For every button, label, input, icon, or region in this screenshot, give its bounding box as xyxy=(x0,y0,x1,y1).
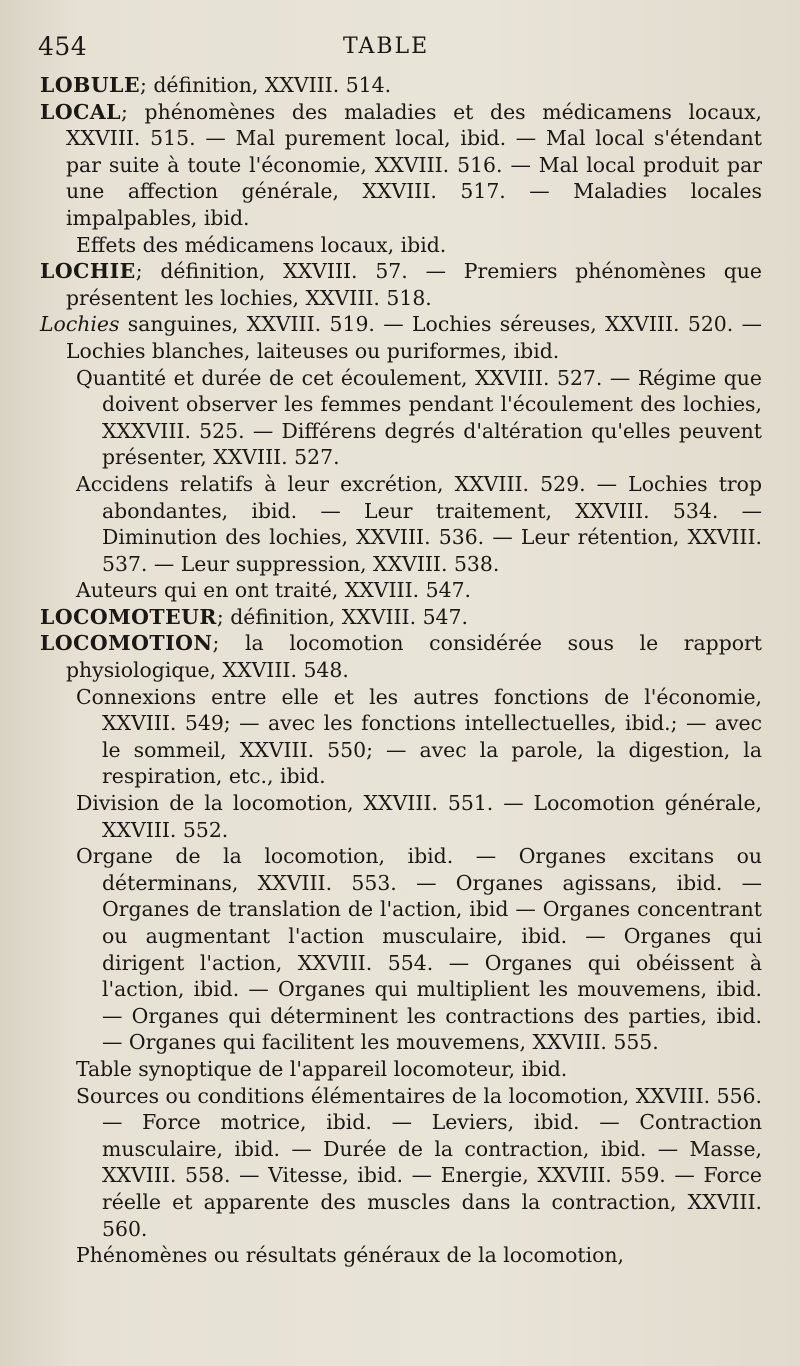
index-entries xyxy=(40,72,762,1269)
index-subentry xyxy=(40,577,762,604)
entry-text: Effets des médicamens locaux, ibid. xyxy=(76,232,447,257)
entry-headword: LOCHIE xyxy=(40,259,136,284)
index-subentry xyxy=(40,365,762,471)
entry-headword: LOCOMOTION xyxy=(40,631,213,656)
running-head: TABLE xyxy=(343,34,430,59)
index-entry xyxy=(40,72,762,99)
index-entry xyxy=(40,99,762,232)
index-subentry xyxy=(40,1056,762,1083)
entry-text: ; définition, XXVIII. 57. — Premiers phénomènes que présentent les lochies, XXVIII. 518. xyxy=(66,259,762,310)
index-subentry xyxy=(40,843,762,1056)
index-subentry xyxy=(40,1083,762,1243)
entry-headword: Lochies xyxy=(40,312,120,337)
entry-text: sanguines, XXVIII. 519. — Lochies séreuses, XXVIII. 520. — Lochies blanches, laiteuses ou puriformes, ibid. xyxy=(66,312,762,363)
entry-text: ; définition, XXVIII. 514. xyxy=(140,73,392,97)
entry-text: Phénomènes ou résultats généraux de la locomotion, xyxy=(76,1243,624,1268)
index-entry xyxy=(40,604,762,631)
index-subentry xyxy=(40,1242,762,1269)
index-subentry xyxy=(40,471,762,577)
index-subentry xyxy=(40,684,762,790)
entry-text: Auteurs qui en ont traité, XXVIII. 547. xyxy=(76,578,472,603)
page-header xyxy=(38,32,780,68)
entry-headword: LOCAL xyxy=(40,99,121,124)
entry-text: ; définition, XXVIII. 547. xyxy=(216,604,468,629)
entry-text: ; phénomènes des maladies et des médicamens locaux, XXVIII. 515. — Mal purement local, ibid. — Mal local s'étendant par suite à toute l'économie, XXVIII. 516. — Mal local produit par une affection générale, XXVIII. 517. — Maladies locales impalpables, ibid. xyxy=(66,99,762,230)
index-entry xyxy=(40,630,762,683)
entry-headword: LOCOMOTEUR xyxy=(40,604,217,629)
index-entry xyxy=(40,258,762,311)
index-subentry xyxy=(40,232,762,259)
entry-text: Accidens relatifs à leur excrétion, XXVIII. 529. — Lochies trop abondantes, ibid. — Leur traitement, XXVIII. 534. — Diminution des lochies, XXVIII. 536. — Leur rétention, XXVIII. 537. — Leur suppression, XXVIII. 538. xyxy=(76,471,762,576)
entry-text: Quantité et durée de cet écoulement, XXVIII. 527. — Régime que doivent observer les femmes pendant l'écoulement des lochies, XXXVIII. 525. — Différens degrés d'altération qu'elles peuvent présenter, XXVIII. 527. xyxy=(76,365,762,470)
entry-text: ; la locomotion considérée sous le rapport physiologique, XXVIII. 548. xyxy=(66,631,762,683)
index-subentry xyxy=(40,790,762,843)
index-entry xyxy=(40,311,762,364)
entry-text: Sources ou conditions élémentaires de la locomotion, XXVIII. 556. — Force motrice, ibid. — Leviers, ibid. — Contraction musculaire, ibid. — Durée de la contraction, ibid. — Masse, XXVIII. 558. — Vitesse, ibid. — Energie, XXVIII. 559. — Force réelle et apparente des muscles dans la contraction, XXVIII. 560. xyxy=(76,1083,762,1241)
entry-text: Connexions entre elle et les autres fonctions de l'économie, XXVIII. 549; — avec les fonctions intellectuelles, ibid.; — avec le sommeil, XXVIII. 550; — avec la parole, la digestion, la respiration, etc., ibid. xyxy=(76,684,762,789)
entry-text: Division de la locomotion, XXVIII. 551. — Locomotion générale, XXVIII. 552. xyxy=(76,791,762,842)
entry-text: Organe de la locomotion, ibid. — Organes excitans ou déterminans, XXVIII. 553. — Organes agissans, ibid. — Organes de translation de l'action, ibid — Organes concentrant ou augmentant l'action musculaire, ibid. — Organes qui dirigent l'action, XXVIII. 554. — Organes qui obéissent à l'action, ibid. — Organes qui multiplient les mouvemens, ibid. — Organes qui déterminent les contractions des parties, ibid. — Organes qui facilitent les mouvemens, XXVIII. 555. xyxy=(76,844,762,1055)
entry-text: Table synoptique de l'appareil locomoteur, ibid. xyxy=(76,1056,568,1081)
page-number: 454 xyxy=(38,32,88,61)
entry-headword: LOBULE xyxy=(40,73,140,97)
